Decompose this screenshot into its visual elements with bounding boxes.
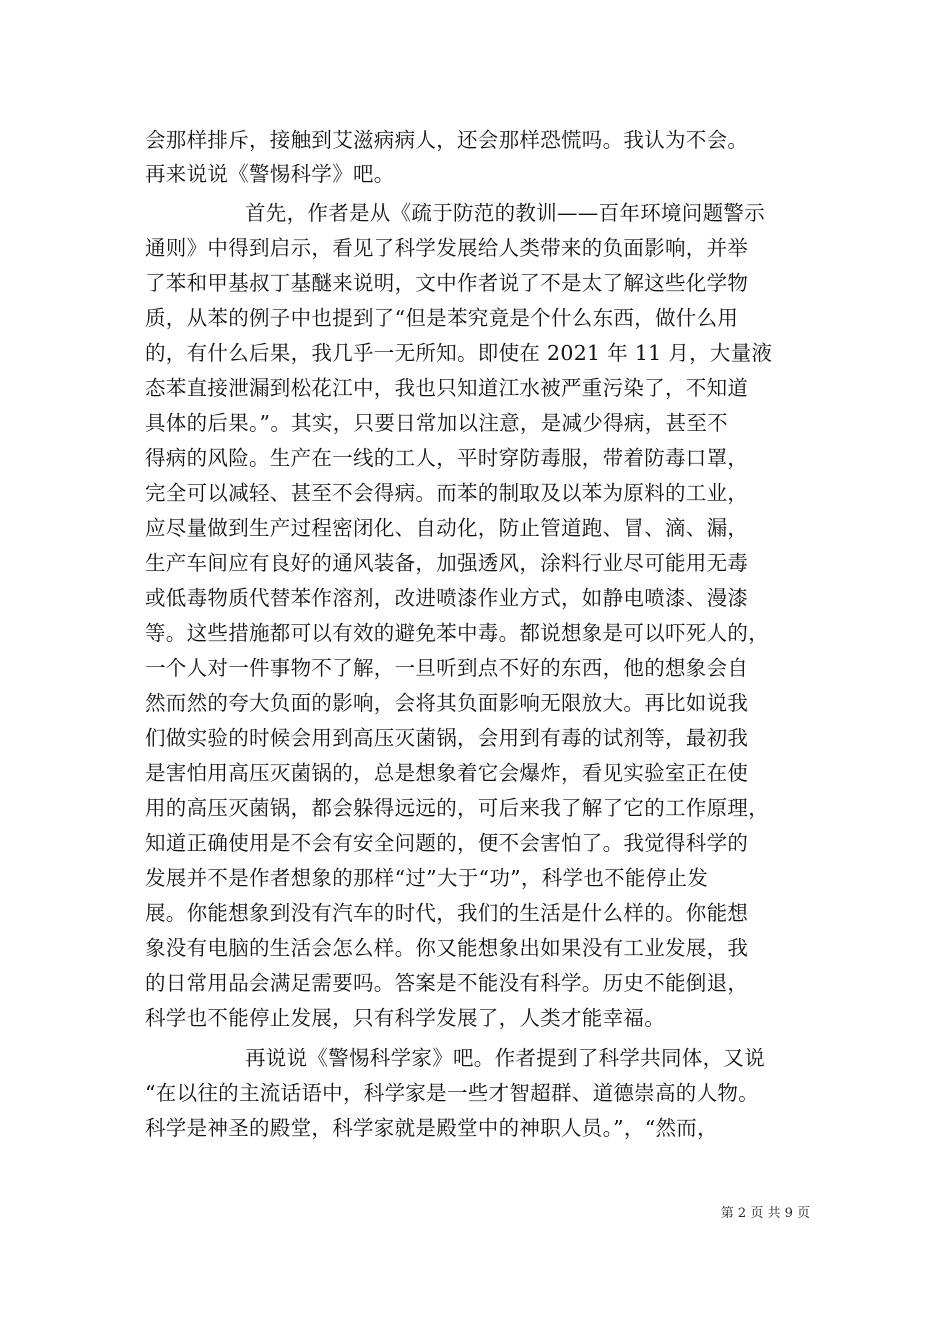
text-line: 然而然的夸大负面的影响，会将其负面影响无限放大。再比如说我 xyxy=(145,691,749,715)
text-line: 展。你能想象到没有汽车的时代，我们的生活是什么样的。你能想 xyxy=(145,901,749,925)
text-line: 了苯和甲基叔丁基醚来说明，文中作者说了不是太了解这些化学物 xyxy=(145,271,749,295)
text-line: 通则》中得到启示，看见了科学发展给人类带来的负面影响，并举 xyxy=(145,236,749,260)
page-number-footer: 第 2 页 共 9 页 xyxy=(720,1206,810,1221)
text-line: 具体的后果。”。其实，只要日常加以注意，是减少得病，甚至不 xyxy=(145,411,728,435)
text-line: 是害怕用高压灭菌锅的，总是想象着它会爆炸，看见实验室正在使 xyxy=(145,761,749,785)
text-line: 科学也不能停止发展，只有科学发展了，人类才能幸福。 xyxy=(145,1006,665,1030)
text-line: 的日常用品会满足需要吗。答案是不能没有科学。历史不能倒退， xyxy=(145,971,749,995)
text-line: 知道正确使用是不会有安全问题的，便不会害怕了。我觉得科学的 xyxy=(145,831,749,855)
paragraph-start-line: 首先，作者是从《疏于防范的教训——百年环境问题警示 xyxy=(245,201,765,225)
text-line: 的，有什么后果，我几乎一无所知。即使在 2021 年 11 月，大量液 xyxy=(145,341,773,365)
text-line: 发展并不是作者想象的那样“过”大于“功”，科学也不能停止发 xyxy=(145,866,709,890)
text-line: 等。这些措施都可以有效的避免苯中毒。都说想象是可以吓死人的， xyxy=(145,621,769,645)
text-line: 再来说说《警惕科学》吧。 xyxy=(145,162,395,186)
text-line: 完全可以减轻、甚至不会得病。而苯的制取及以苯为原料的工业， xyxy=(145,481,749,505)
text-line: 会那样排斥，接触到艾滋病病人，还会那样恐慌吗。我认为不会。 xyxy=(145,128,749,152)
text-line: 态苯直接泄漏到松花江中，我也只知道江水被严重污染了，不知道 xyxy=(145,376,749,400)
text-line: 用的高压灭菌锅，都会躲得远远的，可后来我了解了它的工作原理， xyxy=(145,796,769,820)
text-line: 得病的风险。生产在一线的工人，平时穿防毒服，带着防毒口罩， xyxy=(145,446,749,470)
text-line: 生产车间应有良好的通风装备，加强透风，涂料行业尽可能用无毒 xyxy=(145,551,749,575)
text-line: 或低毒物质代替苯作溶剂，改进喷漆作业方式，如静电喷漆、漫漆 xyxy=(145,586,749,610)
text-line: 一个人对一件事物不了解，一旦听到点不好的东西，他的想象会自 xyxy=(145,656,749,680)
text-line: 科学是神圣的殿堂，科学家就是殿堂中的神职人员。”，“然而， xyxy=(145,1116,718,1140)
text-line: 象没有电脑的生活会怎么样。你又能想象出如果没有工业发展，我 xyxy=(145,936,749,960)
text-line: 应尽量做到生产过程密闭化、自动化，防止管道跑、冒、滴、漏， xyxy=(145,516,749,540)
text-line: 们做实验的时候会用到高压灭菌锅，会用到有毒的试剂等，最初我 xyxy=(145,726,749,750)
paragraph-start-line: 再说说《警惕科学家》吧。作者提到了科学共同体，又说 xyxy=(245,1046,765,1070)
text-line: “在以往的主流话语中，科学家是一些才智超群、道德崇高的人物。 xyxy=(145,1081,759,1105)
text-line: 质，从苯的例子中也提到了“但是苯究竟是个什么东西，做什么用 xyxy=(145,306,739,330)
